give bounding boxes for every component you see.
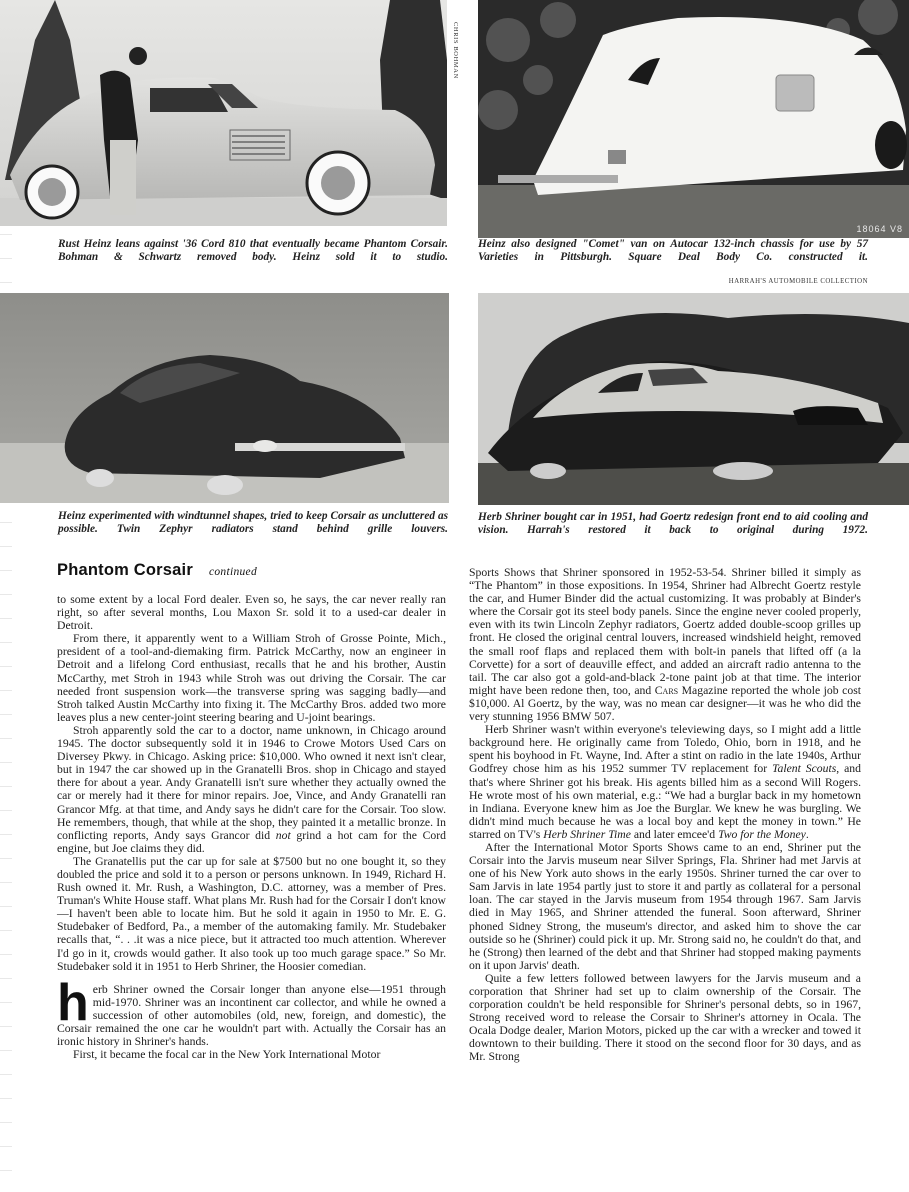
text-run: and later emcee'd <box>630 827 719 841</box>
magazine-name: Cars <box>654 683 679 697</box>
article-column-left <box>57 593 446 1061</box>
paragraph: After the International Motor Sports Shows came to an end, Shriner put the Corsair into the Jarvis museum near Silver Springs, Fla. Shriner had met Jarvis at one of his New York auto shows in the early 1950s. Shriner turned the car over to Sam Jarvis in late 1954 partly just to store it and partly as collateral for a personal loan. The car stayed in the Jarvis museum from 1954 through 1967. Sam Jarvis died in May 1965, and Shriner attended the funeral. Soon afterward, Shriner phoned Sidney Strong, the museum's director, and asked him to shove the car outside so he (Shriner) could pick it up. Mr. Strong said no, he couldn't do that, and he (Strong) then learned of the debt and that Shriner had stopped making payments on it upon Jarvis' death. <box>469 840 861 972</box>
text-run: Magazine reported the whole job cost $10,000. Al Goertz, by the way, was no mean car designer—it was he who did the very stunning 1956 BMW 507. <box>469 683 861 724</box>
show-title: Two for the Money <box>718 827 806 841</box>
article-headline <box>57 561 257 580</box>
continued-label: continued <box>208 566 258 578</box>
text-run: Sports Shows that Shriner sponsored in 1952-53-54. Shriner billed it simply as “The Phantom” in those expositions. In 1954, Shriner had Albrecht Goertz restyle the car, and Humer Binder did the actual customizing. It was probably at Binder's where the Corsair got its steel body panels. Since the engine never cooled properly, even with its twin Lincoln Zephyr radiators, Goertz added double-scoop grilles up front. He closed the original central louvers, increased windshield height, removed the small roof flaps and replaced them with bolt-in panels that lifted off (a la Corvette) for a sort of deauville effect, and added an aircraft radio antenna to the tail. The car also got a gold-and-black 2-tone paint job at that time. The interior might have been redone then, too, and <box>469 566 861 697</box>
photo-phantom-corsair-goertz <box>478 293 909 505</box>
photo-cord-810 <box>0 0 447 226</box>
paragraph <box>469 566 861 723</box>
article-title: Phantom Corsair <box>57 561 193 579</box>
photo-phantom-corsair-road <box>0 293 449 503</box>
dropcap-paragraph <box>57 973 446 1049</box>
dropcap-letter: h <box>57 973 89 1032</box>
dropcap-paragraph-text: erb Shriner owned the Corsair longer than anyone else—1951 through mid-1970. Shriner was an incontinent car collector, and while he owned a succession of other automobiles (old, new, foreign, and domestic), the Corsair remained the one car he wouldn't part with. Actually the Corsair has an ironic history in Shriner's hands. <box>57 982 446 1049</box>
photo-comet-van <box>478 0 909 238</box>
caption-phantom-corsair-road: Heinz experimented with windtunnel shapes, tried to keep Corsair as uncluttered as possible. Twin Zephyr radiators stand behind grille louvers. <box>58 510 448 535</box>
paragraph <box>469 723 861 841</box>
photo-credit-harrahs: HARRAH'S AUTOMOBILE COLLECTION <box>728 278 868 285</box>
paragraph: From there, it apparently went to a William Stroh of Grosse Pointe, Mich., president of a tool-and-diemaking firm. Patrick McCarthy, now an engineer in Detroit and a lifelong Cord enthusiast, recalls that he and his brother, Austin McCarthy, met Stroh in 1943 while Stroh was out driving the Corsair. The car needed front suspension work—the transverse spring was sagging badly—and Stroh talked Austin McCarthy into fixing it. The McCarthy Bros. added two more leaves plus a new center-joint steering bearing and U-joint bearings. <box>57 632 446 724</box>
text-run: , and that's where Shriner got his break. His agents billed him as a second Will Rogers. He wrote most of his own material, e.g.: “We had a burglar back in my hometown in Indiana. Everyone knew him as Joe the Burglar. We knew he was burgling. We didn't mind much because he was a local boy and kept the money in town.” He starred on TV's <box>469 762 861 841</box>
show-title: Herb Shriner Time <box>543 827 631 841</box>
paragraph: to some extent by a local Ford dealer. Even so, he says, the car never really ran right, so after several months, Lou Maxon Sr. sold it to a used-car dealer in Detroit. <box>57 593 446 633</box>
caption-phantom-corsair-goertz: Herb Shriner bought car in 1951, had Goertz redesign front end to aid cooling and vision. Harrah's restored it back to original during 1972. <box>478 511 868 536</box>
paragraph: Stroh apparently sold the car to a doctor, name unknown, in Chicago around 1945. The doctor subsequently sold it in 1946 to Crowe Motors Used Cars on Diversey Pkwy. in Chicago. Asking price: $10,000. Who owned it next isn't clear, but in 1947 the car showed up in the Granatelli Bros. shop in Chicago and stayed there for about a year. Andy Granatelli isn't sure whether they actually owned the car or merely had it there for minor repairs. Joe, Vince, and Andy Granatelli ran Grancor Mfg. at that time, and Andy says he didn't care for the Corsair. Too slow. He remembers, though, that while at the shop, they painted it a metallic bronze. In conflicting reports, Andy says Grancor did not grind a hot cam for the Cord engine, but Joe claims they did. <box>57 723 446 855</box>
show-title: Talent Scouts <box>772 762 837 776</box>
caption-comet-van: Heinz also designed "Comet" van on Autocar 132-inch chassis for use by 57 Varieties in Pittsburgh. Square Deal Body Co. constructed it. <box>478 238 868 263</box>
paragraph: First, it became the focal car in the New York International Motor <box>73 1048 381 1062</box>
article-column-right <box>469 566 861 1064</box>
paragraph: The Granatellis put the car up for sale at $7500 but no one bought it, so they doubled the price and sold it to a person or persons unknown. In 1949, Richard H. Rush owned it. Mr. Rush, a Washington, D.C. attorney, was a member of Pres. Truman's White House staff. What plans Mr. Rush had for the Corsair I don't know—I haven't been able to locate him. But he sold it again in 1950 to Mr. E. G. Studebaker of Bedford, Pa., a member of the automaking family. Mr. Studebaker recalls that, “. . .it was a nice piece, but it attracted too much attention. Wherever I'd go in it, crowds would gather. It also took up too much garage space.” So Mr. Studebaker sold it in 1951 to Herb Shriner, the Hoosier comedian. <box>57 854 446 973</box>
text-run: . <box>805 827 809 841</box>
negative-number: 18064 V8 <box>856 224 903 234</box>
text-run: Herb Shriner wasn't within everyone's televiewing days, so I might add a little background here. He originally came from Toledo, Ohio, born in 1918, and he spent his boyhood in Ft. Wayne, Ind. After a stint on radio in the late 1940s, Arthur Godfrey chose him as his 1952 summer TV replacement for <box>469 723 861 776</box>
paragraph: Quite a few letters followed between lawyers for the Jarvis museum and a corporation that Shriner had set up to claim ownership of the Corsair. The corporation couldn't be held responsible for Shriner's personal debts, so in 1967, Strong received word to release the Corsair to Shriner's attorney in Ocala. The Ocala Dodge dealer, Marion Motors, picked up the car with a wrecker and towed it downtown to their building. There it stood on the second floor for 30 days, and as Mr. Strong <box>469 971 861 1064</box>
caption-cord-810: Rust Heinz leans against '36 Cord 810 that eventually became Phantom Corsair. Bohman & Schwartz removed body. Heinz sold it to studio. <box>58 238 448 263</box>
photo-credit-vertical: CHRIS BOHMAN <box>452 22 459 79</box>
